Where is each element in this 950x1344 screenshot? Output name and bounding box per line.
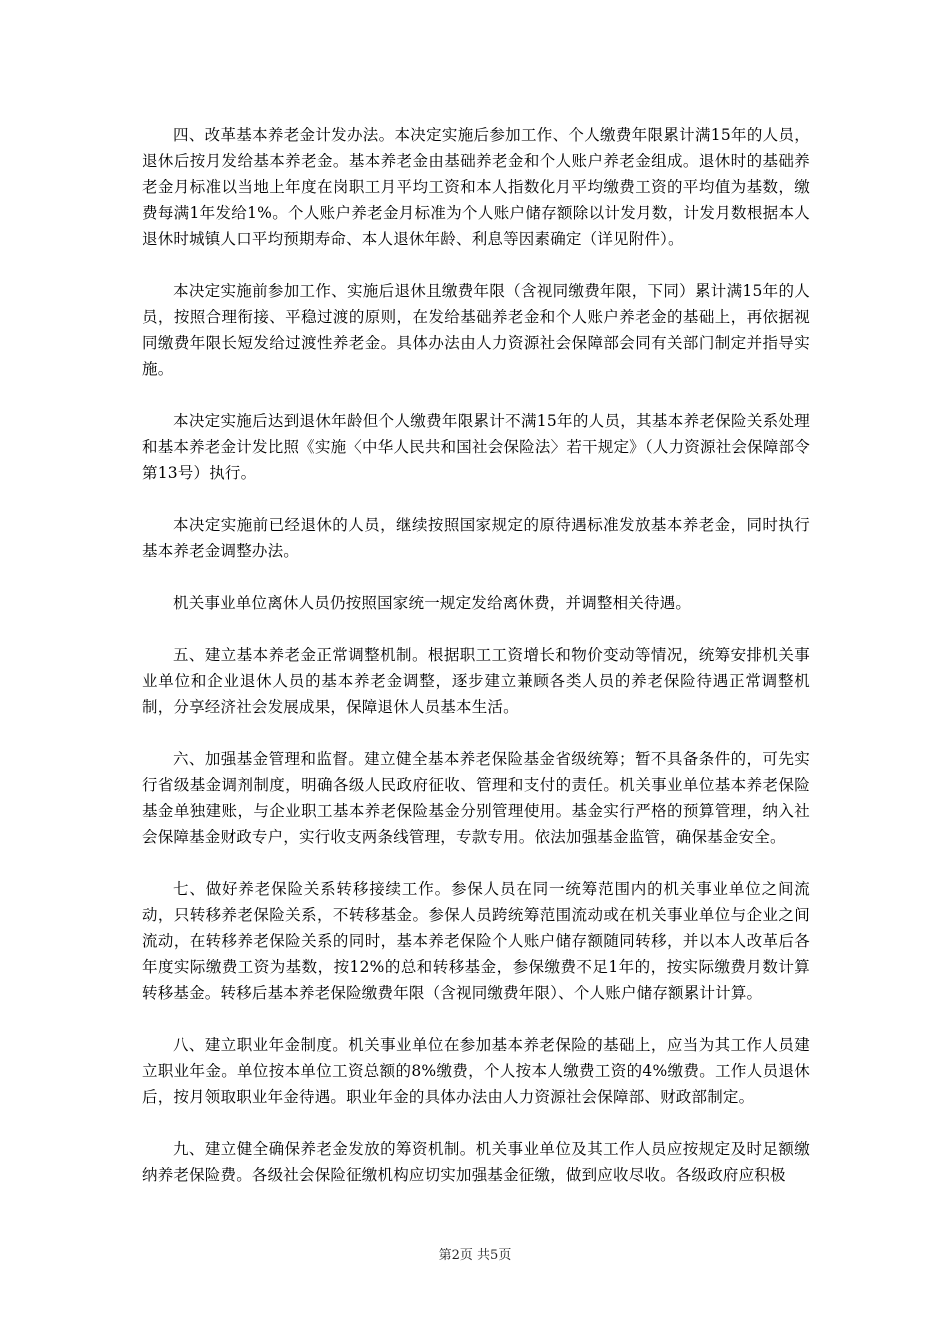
paragraph-transition-pension: 本决定实施前参加工作、实施后退休且缴费年限（含视同缴费年限，下同）累计满15年的人员，按照合理衔接、平稳过渡的原则，在发给基础养老金和个人账户养老金的基础上，再依据视同缴费年限长短发给过渡性养老金。具体办法由人力资源社会保障部会同有关部门制定并指导实施。 <box>142 282 810 378</box>
page-number-footer: 第2页 共5页 <box>438 1248 512 1263</box>
document-body <box>142 122 810 1214</box>
paragraph-section-9: 九、建立健全确保养老金发放的筹资机制。机关事业单位及其工作人员应按规定及时足额缴纳养老保险费。各级社会保险征缴机构应切实加强基金征缴，做到应收尽收。各级政府应积极 <box>142 1140 810 1184</box>
paragraph-section-7: 七、做好养老保险关系转移接续工作。参保人员在同一统筹范围内的机关事业单位之间流动，只转移养老保险关系，不转移基金。参保人员跨统筹范围流动或在机关事业单位与企业之间流动，在转移养老保险关系的同时，基本养老保险个人账户储存额随同转移，并以本人改革后各年度实际缴费工资为基数，按12%的总和转移基金，参保缴费不足1年的，按实际缴费月数计算转移基金。转移后基本养老保险缴费年限（含视同缴费年限）、个人账户储存额累计计算。 <box>142 880 810 1002</box>
paragraph-section-5: 五、建立基本养老金正常调整机制。根据职工工资增长和物价变动等情况，统筹安排机关事业单位和企业退休人员的基本养老金调整，逐步建立兼顾各类人员的养老保险待遇正常调整机制，分享经济社会发展成果，保障退休人员基本生活。 <box>142 646 810 716</box>
paragraph-retired-cadres: 机关事业单位离休人员仍按照国家统一规定发给离休费，并调整相关待遇。 <box>173 594 692 612</box>
paragraph-under-15-years: 本决定实施后达到退休年龄但个人缴费年限累计不满15年的人员，其基本养老保险关系处理和基本养老金计发比照《实施〈中华人民共和国社会保险法〉若干规定》（人力资源社会保障部令第13号）执行。 <box>142 412 810 482</box>
paragraph-section-6: 六、加强基金管理和监督。建立健全基本养老保险基金省级统筹；暂不具备条件的，可先实行省级基金调剂制度，明确各级人民政府征收、管理和支付的责任。机关事业单位基本养老保险基金单独建账，与企业职工基本养老保险基金分别管理使用。基金实行严格的预算管理，纳入社会保障基金财政专户，实行收支两条线管理，专款专用。依法加强基金监管，确保基金安全。 <box>142 750 810 846</box>
paragraph-section-4: 四、改革基本养老金计发办法。本决定实施后参加工作、个人缴费年限累计满15年的人员，退休后按月发给基本养老金。基本养老金由基础养老金和个人账户养老金组成。退休时的基础养老金月标准以当地上年度在岗职工月平均工资和本人指数化月平均缴费工资的平均值为基数，缴费每满1年发给1%。个人账户养老金月标准为个人账户储存额除以计发月数，计发月数根据本人退休时城镇人口平均预期寿命、本人退休年龄、利息等因素确定（详见附件）。 <box>142 126 810 248</box>
paragraph-section-8: 八、建立职业年金制度。机关事业单位在参加基本养老保险的基础上，应当为其工作人员建立职业年金。单位按本单位工资总额的8%缴费，个人按本人缴费工资的4%缴费。工作人员退休后，按月领取职业年金待遇。职业年金的具体办法由人力资源社会保障部、财政部制定。 <box>142 1036 810 1106</box>
paragraph-already-retired: 本决定实施前已经退休的人员，继续按照国家规定的原待遇标准发放基本养老金，同时执行基本养老金调整办法。 <box>142 516 810 560</box>
